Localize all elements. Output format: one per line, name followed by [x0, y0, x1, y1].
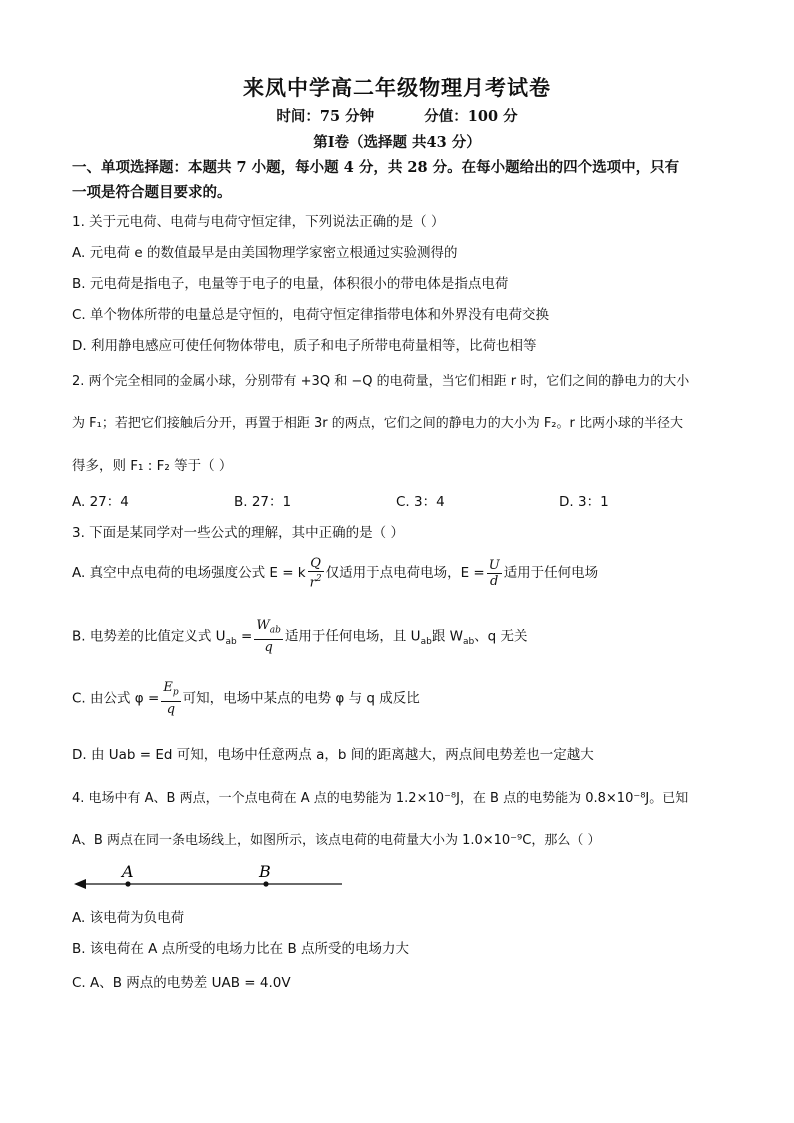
point-a-label: A	[122, 862, 134, 881]
q4-option-c: C. A、B 两点的电势差 UAB = 4.0V	[72, 975, 291, 991]
exam-time: 时间：75 分钟	[276, 108, 375, 125]
point-b-dot	[263, 881, 268, 886]
q2-stem-line3: 得多，则 F₁ : F₂ 等于（ ）	[72, 458, 233, 474]
q3-a-text-pre: A. 真空中点电荷的电场强度公式 E = k	[72, 565, 306, 582]
exam-info	[0, 105, 794, 126]
q3-stem: 3. 下面是某同学对一些公式的理解，其中正确的是（ ）	[72, 525, 404, 541]
q3-a-text-post: 适用于任何电场	[503, 565, 599, 582]
q1-option-c: C. 单个物体所带的电量总是守恒的，电荷守恒定律指带电体和外界没有电荷交换	[72, 307, 550, 323]
q3-b-fraction-wq: $\frac{W_{ab}}{q}$	[256, 618, 281, 655]
q2-stem-line2: 为 F₁；若把它们接触后分开，再置于相距 3r 的两点，它们之间的静电力的大小为 F₂。r 比两小球的半径大	[72, 416, 684, 431]
q3-c-fraction-epq: $\frac{E_p}{q}$	[163, 680, 179, 717]
q3-a-fraction-ud: $\frac{U}{d}$	[488, 557, 500, 589]
q2-option-b: B. 27：1	[234, 494, 292, 510]
q4-option-b: B. 该电荷在 A 点所受的电场力比在 B 点所受的电场力大	[72, 941, 410, 957]
q3-option-c	[72, 680, 420, 717]
exam-score: 分值：100 分	[424, 108, 518, 125]
q3-option-b: B. 电势差的比值定义式 $U_{ab}$ = $\frac{W_{ab}}{q}$ 适用于任何电场，且 $U_{ab}$跟 $W_{ab}$、q 无关	[72, 618, 528, 655]
q3-option-a	[72, 556, 598, 590]
q3-a-fraction-kq: $\frac{Q}{r^2}$	[309, 556, 322, 591]
exam-title: 来凤中学高二年级物理月考试卷	[243, 75, 551, 100]
section-heading-line1: 一、单项选择题：本题共 7 小题，每小题 4 分，共 28 分。在每小题给出的四个选项中，只有	[72, 159, 680, 176]
q1-option-d: D. 利用静电感应可使任何物体带电，质子和电子所带电荷量相等，比荷也相等	[72, 338, 537, 354]
q3-b-text-pre: B. 电势差的比值定义式 U	[72, 628, 226, 645]
q3-c-text-pre: C. 由公式 φ =	[72, 690, 160, 707]
q2-option-d: D. 3：1	[559, 494, 609, 510]
q3-option-d: D. 由 Uab = Ed 可知，电场中任意两点 a，b 间的距离越大，两点间电势差也一定越大	[72, 747, 594, 763]
point-b-label: B	[259, 862, 271, 881]
q2-stem-line1: 2. 两个完全相同的金属小球，分别带有 +3Q 和 −Q 的电荷量，当它们相距 r 时，它们之间的静电力的大小	[72, 374, 690, 389]
q3-b-text-post: 跟 W	[431, 628, 463, 645]
q1-option-a: A. 元电荷 e 的数值最早是由美国物理学家密立根通过实验测得的	[72, 245, 458, 261]
exam-part: 第Ⅰ卷（选择题 共43 分）	[313, 134, 481, 151]
q3-b-text-mid: 适用于任何电场，且 U	[284, 628, 421, 645]
q2-option-a: A. 27：4	[72, 494, 129, 510]
q4-option-a: A. 该电荷为负电荷	[72, 910, 185, 926]
point-a-dot	[125, 881, 130, 886]
q4-field-line-diagram	[70, 860, 370, 900]
section-heading-line2: 一项是符合题目要求的。	[72, 184, 232, 201]
field-arrow-icon	[74, 879, 86, 889]
q1-option-b: B. 元电荷是指电子，电量等于电子的电量，体积很小的带电体是指点电荷	[72, 276, 509, 292]
q3-b-text-end: 、q 无关	[474, 628, 528, 645]
q3-c-text-post: 可知，电场中某点的电势 φ 与 q 成反比	[182, 690, 420, 707]
q3-a-text-mid: 仅适用于点电荷电场，E =	[325, 565, 485, 582]
q1-stem: 1. 关于元电荷、电荷与电荷守恒定律，下列说法正确的是（ ）	[72, 214, 445, 230]
q2-option-c: C. 3：4	[396, 494, 445, 510]
q4-stem-line1: 4. 电场中有 A、B 两点，一个点电荷在 A 点的电势能为 1.2×10⁻⁸J，在 B 点的电势能为 0.8×10⁻⁸J。已知	[72, 791, 689, 806]
q4-stem-line2: A、B 两点在同一条电场线上，如图所示，该点电荷的电荷量大小为 1.0×10⁻⁹C，那么（ ）	[72, 833, 601, 848]
